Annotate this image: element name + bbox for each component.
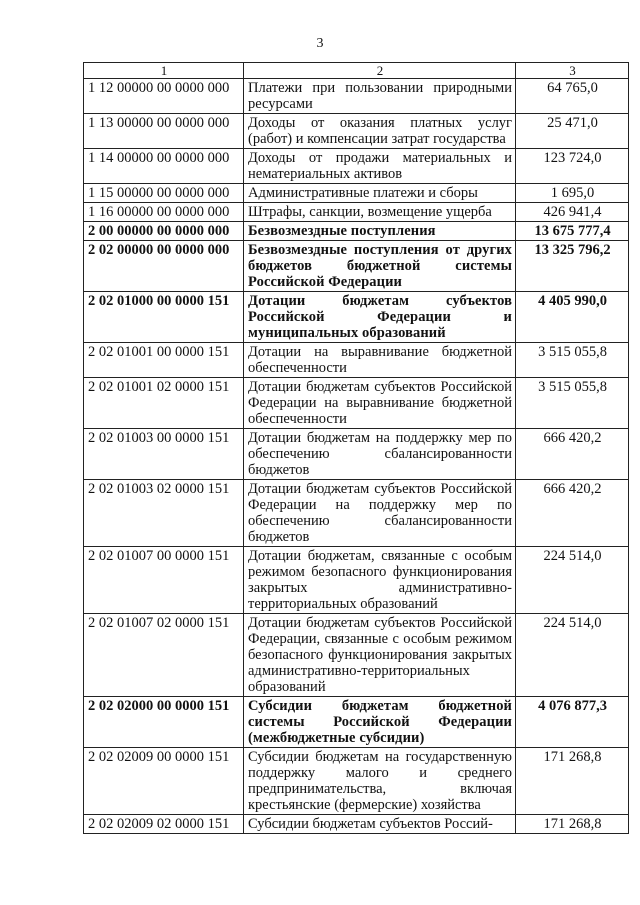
row-code: 1 13 00000 00 0000 000 xyxy=(84,114,244,149)
table-row xyxy=(84,378,629,429)
row-name: Дотации на выравнивание бюджетной обеспеченности xyxy=(244,343,516,378)
row-value: 3 515 055,8 xyxy=(516,378,629,429)
row-value: 666 420,2 xyxy=(516,480,629,547)
row-value: 13 675 777,4 xyxy=(516,222,629,241)
row-name: Дотации бюджетам, связанные с особым режимом безопасного функционирования закрытых административно-территориальных образований xyxy=(244,547,516,614)
column-header-name: 2 xyxy=(244,63,516,79)
row-code: 2 02 02009 00 0000 151 xyxy=(84,748,244,815)
row-name: Безвозмездные поступления xyxy=(244,222,516,241)
row-value: 25 471,0 xyxy=(516,114,629,149)
table-row xyxy=(84,343,629,378)
row-value: 224 514,0 xyxy=(516,547,629,614)
table-row xyxy=(84,547,629,614)
table-row xyxy=(84,292,629,343)
row-code: 2 02 00000 00 0000 000 xyxy=(84,241,244,292)
table-row xyxy=(84,222,629,241)
row-code: 1 12 00000 00 0000 000 xyxy=(84,79,244,114)
table-row xyxy=(84,614,629,697)
row-name: Платежи при пользовании природными ресурсами xyxy=(244,79,516,114)
row-name: Дотации бюджетам субъектов Российской Федерации на выравнивание бюджетной обеспеченности xyxy=(244,378,516,429)
row-code: 1 15 00000 00 0000 000 xyxy=(84,184,244,203)
row-name: Доходы от продажи материальных и нематериальных активов xyxy=(244,149,516,184)
row-value: 171 268,8 xyxy=(516,815,629,834)
table-row xyxy=(84,697,629,748)
row-code: 2 02 01003 02 0000 151 xyxy=(84,480,244,547)
row-value: 123 724,0 xyxy=(516,149,629,184)
row-name: Субсидии бюджетам на государственную поддержку малого и среднего предпринимательства, включая крестьянские (фермерские) хозяйства xyxy=(244,748,516,815)
table-header-row xyxy=(84,63,629,79)
table-row xyxy=(84,748,629,815)
row-code: 2 02 01007 00 0000 151 xyxy=(84,547,244,614)
table-row xyxy=(84,79,629,114)
row-code: 2 02 02009 02 0000 151 xyxy=(84,815,244,834)
row-value: 171 268,8 xyxy=(516,748,629,815)
column-header-value: 3 xyxy=(516,63,629,79)
table-row xyxy=(84,429,629,480)
row-name: Субсидии бюджетам бюджетной системы Российской Федерации (межбюджетные субсидии) xyxy=(244,697,516,748)
row-code: 2 02 01001 00 0000 151 xyxy=(84,343,244,378)
row-code: 2 00 00000 00 0000 000 xyxy=(84,222,244,241)
row-value: 224 514,0 xyxy=(516,614,629,697)
table-row xyxy=(84,203,629,222)
row-code: 1 14 00000 00 0000 000 xyxy=(84,149,244,184)
table-row xyxy=(84,149,629,184)
table-row xyxy=(84,114,629,149)
row-name: Дотации бюджетам субъектов Российской Федерации на поддержку мер по обеспечению сбалансированности бюджетов xyxy=(244,480,516,547)
row-name: Безвозмездные поступления от других бюджетов бюджетной системы Российской Федерации xyxy=(244,241,516,292)
row-code: 2 02 02000 00 0000 151 xyxy=(84,697,244,748)
row-name: Административные платежи и сборы xyxy=(244,184,516,203)
table-row xyxy=(84,480,629,547)
row-code: 2 02 01003 00 0000 151 xyxy=(84,429,244,480)
row-value: 666 420,2 xyxy=(516,429,629,480)
row-value: 4 076 877,3 xyxy=(516,697,629,748)
row-code: 2 02 01000 00 0000 151 xyxy=(84,292,244,343)
row-value: 4 405 990,0 xyxy=(516,292,629,343)
row-name: Доходы от оказания платных услуг (работ) и компенсации затрат государства xyxy=(244,114,516,149)
row-name: Дотации бюджетам субъектов Российской Федерации и муниципальных образований xyxy=(244,292,516,343)
row-value: 64 765,0 xyxy=(516,79,629,114)
column-header-code: 1 xyxy=(84,63,244,79)
row-name: Дотации бюджетам субъектов Российской Федерации, связанные с особым режимом безопасного функционирования закрытых административно-территориальных образований xyxy=(244,614,516,697)
table-row xyxy=(84,815,629,834)
row-code: 2 02 01007 02 0000 151 xyxy=(84,614,244,697)
row-value: 1 695,0 xyxy=(516,184,629,203)
row-code: 2 02 01001 02 0000 151 xyxy=(84,378,244,429)
row-name: Дотации бюджетам на поддержку мер по обеспечению сбалансированности бюджетов xyxy=(244,429,516,480)
row-code: 1 16 00000 00 0000 000 xyxy=(84,203,244,222)
page-number: 3 xyxy=(316,36,324,51)
row-value: 3 515 055,8 xyxy=(516,343,629,378)
row-value: 426 941,4 xyxy=(516,203,629,222)
row-name: Штрафы, санкции, возмещение ущерба xyxy=(244,203,516,222)
table-row xyxy=(84,241,629,292)
budget-table xyxy=(83,62,629,834)
row-name: Субсидии бюджетам субъектов Россий- xyxy=(244,815,516,834)
row-value: 13 325 796,2 xyxy=(516,241,629,292)
table-row xyxy=(84,184,629,203)
